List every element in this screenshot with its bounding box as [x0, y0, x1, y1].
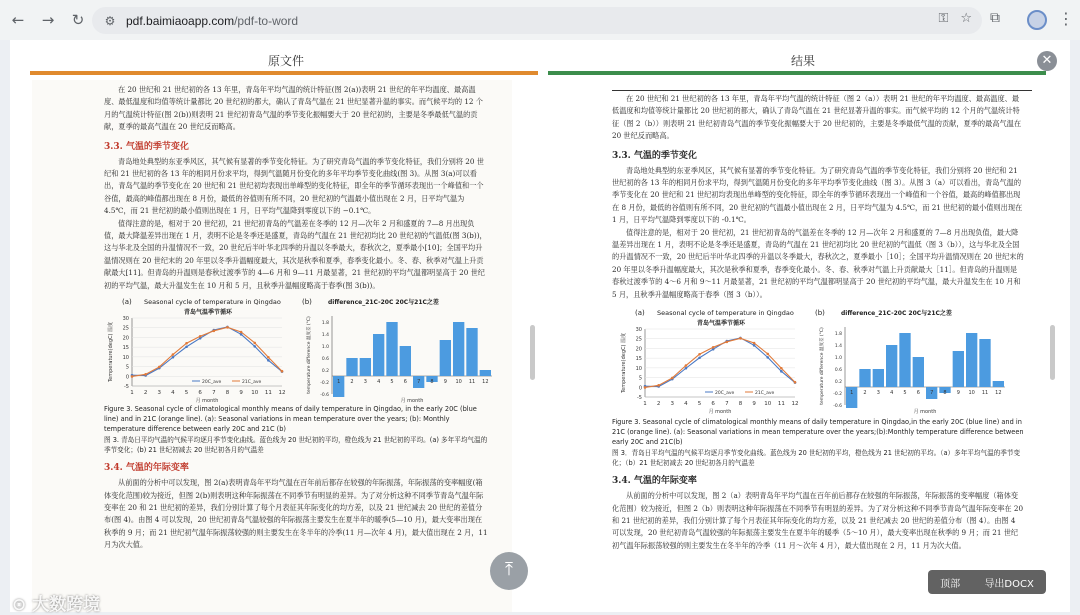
line-x-tick-label: 7: [212, 390, 216, 397]
bar-x-tick-label: 8: [943, 390, 947, 397]
line-point-21C_ave: [739, 337, 742, 340]
line-point-21C_ave: [685, 364, 688, 367]
result-action-bar: [928, 570, 1046, 594]
line-series-20C_ave: [645, 338, 795, 387]
bar-month-10: [453, 322, 464, 376]
bar-x-tick-label: 2: [350, 379, 354, 386]
bar-y-tick-label: -0.2: [833, 392, 842, 398]
bar-x-tick-label: 1: [337, 379, 341, 386]
bar-month-3: [360, 358, 371, 376]
right-figure-3: [550, 305, 1050, 417]
bar-x-tick-label: 2: [863, 390, 867, 397]
panel-b-label: (b): [815, 309, 825, 318]
panel-a-title: Seasonal cycle of temperature in Qingdao: [657, 309, 794, 318]
left-paragraph-2: 值得注意的是，相对于 20 世纪初，21 世纪初青岛的气温差在冬季的 12 月—次年 2 月和盛夏的 7—8 月出现负值，最大降温差异出现在 1 月，表明不论是冬季还是盛夏，青岛的气温在 21 世纪初均比 20 世纪初的气温低(图 3(b))，这与华北及全国的升温情况不一致，20 世纪后半叶华北四季的升温以冬季最大，春秋次之，夏季最小[10]；全国平均升温情况则在 20 世纪末的 20 年里以冬季升温幅度最大，其次是秋季和夏季，春季变化最小。冬、春、秋季对气温上升贡献最大[11]。但青岛的升温则是春秋过渡季节的 4—6 月和 9—11 月最显著，21 世纪初的平均气温都明显高于 20 世纪初的平均气温，最大升温发生在 10 月和 5 月，且秋季升温幅度略高于春季(图 3(b))。: [104, 218, 487, 290]
bar-x-tick-label: 9: [956, 390, 960, 397]
bar-month-4: [886, 345, 897, 387]
line-y-tick-label: 15: [122, 345, 129, 352]
panel-a-label: (a): [122, 298, 132, 307]
line-point-20C_ave: [253, 345, 256, 348]
bar-month-11: [979, 339, 990, 387]
line-point-21C_ave: [766, 353, 769, 356]
line-y-tick-label: 0: [125, 374, 129, 381]
bar-x-tick-label: 4: [890, 390, 894, 397]
bar-x-axis-label: 月 month: [913, 409, 937, 416]
line-x-tick-label: 10: [251, 390, 259, 397]
right-figure-caption-cn: 图 3．青岛日平均气温的气候平均逐月季节变化曲线。蓝色线为 20 世纪初的平均，橙色线为 21 世纪初的平均。（a）多年平均气温的季节变化；（b）21 世纪初减去 20 世纪初各月的气温差: [612, 449, 1021, 468]
line-x-axis-label: 月 month: [708, 409, 732, 416]
line-y-tick-label: 10: [122, 354, 129, 361]
left-figure-caption-cn: 图 3. 青岛日平均气温的气候平均逐月季节变化曲线。蓝色线为 20 世纪初的平均，橙色线为 21 世纪初的平均。(a) 多年平均气温的季节变化；(b) 21 世纪初减去 20 世纪初各月的气温差: [104, 436, 488, 455]
legend-label-21C_ave: 21C_ave: [755, 391, 775, 397]
close-icon[interactable]: ✕: [1037, 51, 1057, 71]
forward-icon[interactable]: →: [41, 11, 55, 29]
right-paragraph-3: 从前面的分析中可以发现，图 2（a）表明青岛年平均气温在百年前后都存在较强的年际振荡，年际振荡的变率幅度（箱体变化范围）较为接近，但图 2（b）则表明这种年际振荡在不同季节有明显的差异。为了对分析这种不同季节青岛气温年际变率在 20 和 21 世纪初的差异，我们分别计算了每个月表征其年际变化的均方差，以及 21 世纪减去 20 世纪的差值分布（图 4）。由图 4 可以发现，20 世纪初青岛气温较强的年际振荡主要发生在夏半年的暖季（5～10 月），最大变率出现在秋季的 9 月；而 21 世纪初气温年际振荡较强的则主要发生在冬半年的冷季（11 月～次年 4 月），最大值出现在 2 月，11 月为次大值。: [612, 491, 1024, 550]
panel-b-title: difference_21C-20C 20C与21C之差: [841, 310, 952, 318]
line-point-21C_ave: [226, 326, 229, 329]
line-point-21C_ave: [253, 342, 256, 345]
url-text: pdf.baimiaoapp.com/pdf-to-word: [126, 13, 299, 28]
line-x-tick-label: 5: [697, 401, 702, 408]
bar-y-tick-label: 0.2: [834, 380, 842, 386]
line-y-tick-label: -5: [637, 395, 642, 402]
line-point-21C_ave: [644, 386, 647, 389]
bar-x-tick-label: 3: [363, 379, 367, 386]
line-point-21C_ave: [172, 353, 175, 356]
left-pane-underline: [30, 71, 538, 75]
line-y-tick-label: 15: [635, 356, 642, 363]
line-point-21C_ave: [794, 381, 797, 384]
line-point-20C_ave: [172, 356, 175, 359]
line-point-20C_ave: [685, 367, 688, 370]
bar-x-tick-label: 4: [377, 379, 381, 386]
bar-month-3: [873, 369, 884, 387]
bar-x-tick-label: 8: [430, 379, 434, 386]
bar-x-tick-label: 9: [443, 379, 447, 386]
key-icon[interactable]: ⚿: [938, 11, 949, 26]
line-x-tick-label: 4: [684, 401, 688, 408]
bar-month-10: [966, 333, 977, 387]
line-x-tick-label: 3: [670, 401, 675, 408]
legend-label-20C_ave: 20C_ave: [202, 380, 222, 386]
site-settings-icon[interactable]: ⚙: [104, 13, 116, 28]
line-y-tick-label: 30: [635, 327, 642, 334]
bar-month-9: [953, 351, 964, 387]
line-x-tick-label: 1: [643, 401, 647, 408]
line-x-tick-label: 6: [711, 401, 715, 408]
line-x-axis-label: 月 month: [195, 398, 219, 405]
left-scrollbar[interactable]: [530, 325, 535, 380]
bar-x-tick-label: 11: [981, 390, 989, 397]
bar-y-tick-label: -0.2: [320, 381, 329, 387]
right-intro-paragraph: 在 20 世纪和 21 世纪初的各 13 年里，青岛年平均气温的统计特征（图 2（a））表明 21 世纪的年平均温度、最高温度、最低温度和均值等统计量都比 20 世纪初的都大，确认了青岛气温在 21 世纪显著升温的事实。而气候平均的 12 个月的气温统计特征（图 2（b））则表明 21 世纪初青岛气温的季节变化振幅要大于 20 世纪初的，主要是冬季最低气温的贡献，夏季的最高气温在 20 世纪反而略高。: [612, 94, 1022, 141]
bar-month-11: [466, 328, 477, 376]
right-pane-title: 结果: [791, 54, 816, 68]
line-point-20C_ave: [698, 357, 701, 360]
bar-y-tick-label: 1.4: [321, 333, 329, 339]
bar-x-tick-label: 5: [390, 379, 394, 386]
browser-toolbar: [0, 0, 1080, 40]
line-y-tick-label: 5: [125, 364, 129, 371]
right-pane-underline: [548, 71, 1046, 75]
line-point-20C_ave: [185, 346, 188, 349]
bar-x-tick-label: 12: [482, 379, 489, 386]
bar-x-tick-label: 10: [968, 390, 975, 397]
line-x-tick-label: 2: [656, 401, 661, 408]
panel-a-subtitle: 青岛气温季节循环: [697, 320, 746, 328]
legend-label-21C_ave: 21C_ave: [242, 380, 262, 386]
bar-month-4: [373, 334, 384, 376]
right-heading-3-3: 3.3. 气温的季节变化: [612, 150, 697, 161]
right-heading-3-4: 3.4. 气温的年际变率: [612, 476, 697, 487]
bar-x-tick-label: 10: [455, 379, 462, 386]
panel-b-label: (b): [302, 298, 312, 307]
line-point-21C_ave: [698, 353, 701, 356]
line-point-21C_ave: [144, 373, 147, 376]
right-scrollbar[interactable]: [1050, 325, 1055, 380]
line-x-tick-label: 3: [157, 390, 162, 397]
bar-y-axis-label: temperature difference 温度差 (°C): [307, 316, 312, 394]
panel-b-title: difference_21C-20C 20C与21C之差: [328, 299, 439, 307]
bar-y-axis-label: temperature difference 温度差 (°C): [820, 327, 825, 405]
bar-x-tick-label: 7: [930, 390, 934, 397]
line-point-21C_ave: [158, 366, 161, 369]
bar-x-tick-label: 6: [403, 379, 407, 386]
bar-month-12: [480, 370, 491, 376]
top-button[interactable]: 顶部: [940, 578, 961, 590]
converter-app: [10, 40, 1070, 612]
line-y-tick-label: 10: [635, 365, 642, 372]
line-x-tick-label: 11: [264, 390, 272, 397]
line-x-tick-label: 2: [143, 390, 148, 397]
line-y-tick-label: 20: [635, 346, 642, 353]
avatar[interactable]: [1027, 10, 1047, 30]
bar-x-tick-label: 12: [995, 390, 1002, 397]
bar-x-tick-label: 3: [876, 390, 880, 397]
left-paragraph-3: 从前面的分析中可以发现，图 2(a)表明青岛年平均气温在百年前后都存在较强的年际振荡，年际振荡的变率幅度(箱体变化范围)较为接近，但图 2(b)则表明这种年际振荡在不同季节有明显的差异。为了对分析这种不同季节青岛气温年际变率在 20 和 21 世纪初的差异，我们分别计算了每个月表征其年际变化的均方差，以及 21 世纪减去 20 世纪的差值分布(图 4)。由图 4 可以发现，20 世纪初青岛气温较强的年际振荡主要发生在夏半年的暖季(5—10 月)，最大变率出现在秋季的 9 月；而 21 世纪初气温年际振荡较强的则主要发生在冬半年的冷季(11 月—次年 4 月)，最大值出现在 2 月，11 月为次大值。: [104, 478, 488, 550]
line-x-tick-label: 4: [171, 390, 175, 397]
bar-month-5: [386, 322, 397, 376]
line-point-21C_ave: [199, 335, 202, 338]
address-bar[interactable]: [92, 7, 982, 34]
line-x-tick-label: 9: [752, 401, 756, 408]
panel-a-title: Seasonal cycle of temperature in Qingdao: [144, 298, 281, 307]
more-menu-icon[interactable]: ⋮: [1058, 9, 1074, 28]
line-x-tick-label: 10: [764, 401, 772, 408]
line-x-tick-label: 12: [278, 390, 286, 397]
converted-document: [550, 80, 1050, 612]
bar-month-6: [400, 346, 411, 376]
original-document: [32, 80, 512, 612]
left-figure-caption-en: Figure 3. Seasonal cycle of climatological monthly means of daily temperature in Qingdao, in the early 20C (blue line) and in 21C (orange line). (a): Seasonal variations in mean temperature over the years; (b): Monthly temperature difference between early 20C and 21C (b): [104, 405, 477, 434]
line-point-21C_ave: [726, 341, 729, 344]
line-y-tick-label: 25: [635, 336, 642, 343]
line-point-21C_ave: [712, 346, 715, 349]
line-point-20C_ave: [267, 359, 270, 362]
bar-month-12: [993, 381, 1004, 387]
line-point-21C_ave: [240, 331, 243, 334]
line-point-21C_ave: [657, 384, 660, 387]
line-y-tick-label: 5: [638, 375, 642, 382]
line-x-tick-label: 1: [130, 390, 134, 397]
bar-y-tick-label: 0.6: [834, 368, 842, 374]
line-point-20C_ave: [780, 370, 783, 373]
bar-y-tick-label: 1.8: [834, 332, 842, 338]
bar-month-2: [859, 369, 870, 387]
bar-y-tick-label: -0.6: [833, 404, 842, 410]
bar-y-tick-label: 1.4: [834, 344, 842, 350]
line-x-tick-label: 8: [225, 390, 230, 397]
line-point-20C_ave: [766, 356, 769, 359]
bar-y-tick-label: 0.2: [321, 369, 329, 375]
line-y-tick-label: -5: [124, 384, 129, 391]
back-icon[interactable]: ←: [11, 11, 25, 29]
line-x-tick-label: 11: [777, 401, 785, 408]
line-point-21C_ave: [267, 356, 270, 359]
line-y-axis-label: Temperature(degC) 温度: [108, 322, 114, 383]
line-x-tick-label: 8: [738, 401, 743, 408]
line-point-21C_ave: [131, 375, 134, 378]
panel-a-label: (a): [635, 309, 645, 318]
right-figure-3-chart: [550, 305, 1050, 417]
line-y-tick-label: 25: [122, 325, 129, 332]
bar-month-5: [899, 333, 910, 387]
left-heading-3-3: 3.3. 气温的季节变化: [104, 141, 189, 152]
bar-x-tick-label: 1: [850, 390, 854, 397]
line-point-21C_ave: [753, 342, 756, 345]
bar-x-axis-label: 月 month: [400, 398, 424, 405]
bar-y-tick-label: 0.6: [321, 357, 329, 363]
star-icon[interactable]: ☆: [960, 11, 972, 26]
left-intro-paragraph: 在 20 世纪和 21 世纪初的各 13 年里，青岛年平均气温的统计特征(图 2(a))表明 21 世纪的年平均温度、最高温度、最低温度和均值等统计量都比 20 世纪初的都大，确认了青岛气温在 21 世纪显著升温的事实。而气候平均的 12 个月的气温统计特征(图 2(b))则表明 21 世纪初青岛气温的季节变化振幅要大于 20 世纪初的，主要是冬季最低气温的贡献，夏季的最高气温在 20 世纪反而略高。: [104, 85, 483, 132]
back-to-top-button[interactable]: ⤒: [490, 552, 528, 590]
line-point-21C_ave: [671, 377, 674, 380]
line-x-tick-label: 6: [198, 390, 202, 397]
left-heading-3-4: 3.4. 气温的年际变率: [104, 463, 189, 474]
line-x-tick-label: 12: [791, 401, 799, 408]
left-figure-3-chart: [32, 294, 512, 404]
line-x-tick-label: 9: [239, 390, 243, 397]
line-point-21C_ave: [213, 330, 216, 333]
line-point-21C_ave: [780, 367, 783, 370]
line-x-tick-label: 5: [184, 390, 189, 397]
line-point-21C_ave: [281, 370, 284, 373]
watermark-logo: ⊙ 大数跨境: [12, 595, 101, 615]
legend-label-20C_ave: 20C_ave: [715, 391, 735, 397]
bar-x-tick-label: 11: [468, 379, 476, 386]
bar-month-2: [346, 358, 357, 376]
right-figure-caption-en: Figure 3. Seasonal cycle of climatological monthly means of daily temperature in Qingdao,in the early 20C (blue line) and in 21C (orange line). (a): Seasonal variations in mean temperature over the years;(b):Monthly temperature difference between early 20C and 21C(b): [612, 418, 1024, 447]
left-figure-3: [32, 294, 512, 404]
line-series-20C_ave: [132, 327, 282, 376]
right-paragraph-2: 值得注意的是，相对于 20 世纪初，21 世纪初青岛的气温差在冬季的 12 月—次年 2 月和盛夏的 7—8 月出现负值，最大降温差异出现在 1 月，表明不论是冬季还是盛夏，青岛的气温在 21 世纪初均比 20 世纪初的气温低（图 3（b）），这与华北及全国的升温情况不一致，20 世纪后半叶华北四季的升温以冬季最大，春秋次之，夏季最小［10］；全国平均升温情况则在 20 世纪末的 20 年里以冬季升温幅度最大，其次是秋季和夏季，春季变化最小。冬、春、秋季对气温上升贡献最大［11］。但青岛的升温则是春秋过渡季节的 4～6 月和 9～11 月最显著，21 世纪初的平均气温都明显高于 20 世纪初的平均气温，最大升温发生在 10 月和 5 月，且秋季升温幅度略高于春季（图 3（b））。: [612, 227, 1024, 299]
bar-x-tick-label: 5: [903, 390, 907, 397]
bar-y-tick-label: 1.0: [321, 345, 329, 351]
line-y-tick-label: 30: [122, 316, 129, 323]
right-paragraph-1: 青岛地处典型的东亚季风区，其气候有显著的季节变化特征。为了研究青岛气温的季节变化特征，我们分别将 20 世纪和 21 世纪初的各 13 年的相同月份求平均，得到气温随月份变化的多年平均季节变化曲线（图 3）。从图 3（a）可以看出，青岛气温的季节变化在 20 世纪和 21 世纪初均表现出单峰型的变化特征，即全年的季节循环表现出一个峰值和一个谷值，最高的峰值都出现在 8 月份，最低的谷值则有所不同，20 世纪初的气温最小值出现在 2 月，日平均气温为 4.5℃，而 21 世纪初的最小值则出现在 1 月，日平均气温降到零度以下的 -0.1℃。: [612, 165, 1023, 225]
bar-y-tick-label: -0.6: [320, 393, 329, 399]
extensions-icon[interactable]: ⧉: [990, 10, 1000, 26]
reload-icon[interactable]: ↻: [71, 11, 85, 29]
bar-x-tick-label: 7: [417, 379, 421, 386]
line-x-tick-label: 7: [725, 401, 729, 408]
bar-y-tick-label: 1.8: [321, 321, 329, 327]
line-y-tick-label: 20: [122, 335, 129, 342]
line-y-axis-label: Temperature(degC) 温度: [621, 333, 627, 394]
bar-month-6: [913, 357, 924, 387]
left-pane-title: 原文件: [268, 54, 305, 68]
left-paragraph-1: 青岛地处典型的东亚季风区，其气候有显著的季节变化特征。为了研究青岛气温的季节变化特征，我们分别将 20 世纪和 21 世纪初的各 13 年的相同月份求平均，得到气温随月份变化的多年平均季节变化曲线(图 3)。从图 3(a)可以看出，青岛气温的季节变化在 20 世纪和 21 世纪初均表现出单峰型的变化特征，即全年的季节循环表现出一个峰值和一个谷值，最高的峰值都出现在 8 月份，最低的谷值则有所不同，20 世纪初的气温最小值出现在 2 月，日平均气温为 4.5℃，而 21 世纪初的最小值则出现在 1 月，日平均气温降到零度以下的 −0.1℃。: [104, 156, 484, 216]
bar-month-9: [440, 340, 451, 376]
bar-y-tick-label: 1.0: [834, 356, 842, 362]
export-docx-button[interactable]: 导出DOCX: [984, 578, 1034, 590]
panel-a-subtitle: 青岛气温季节循环: [184, 309, 233, 317]
line-point-21C_ave: [185, 342, 188, 345]
line-y-tick-label: 0: [638, 385, 642, 392]
bar-x-tick-label: 6: [916, 390, 920, 397]
